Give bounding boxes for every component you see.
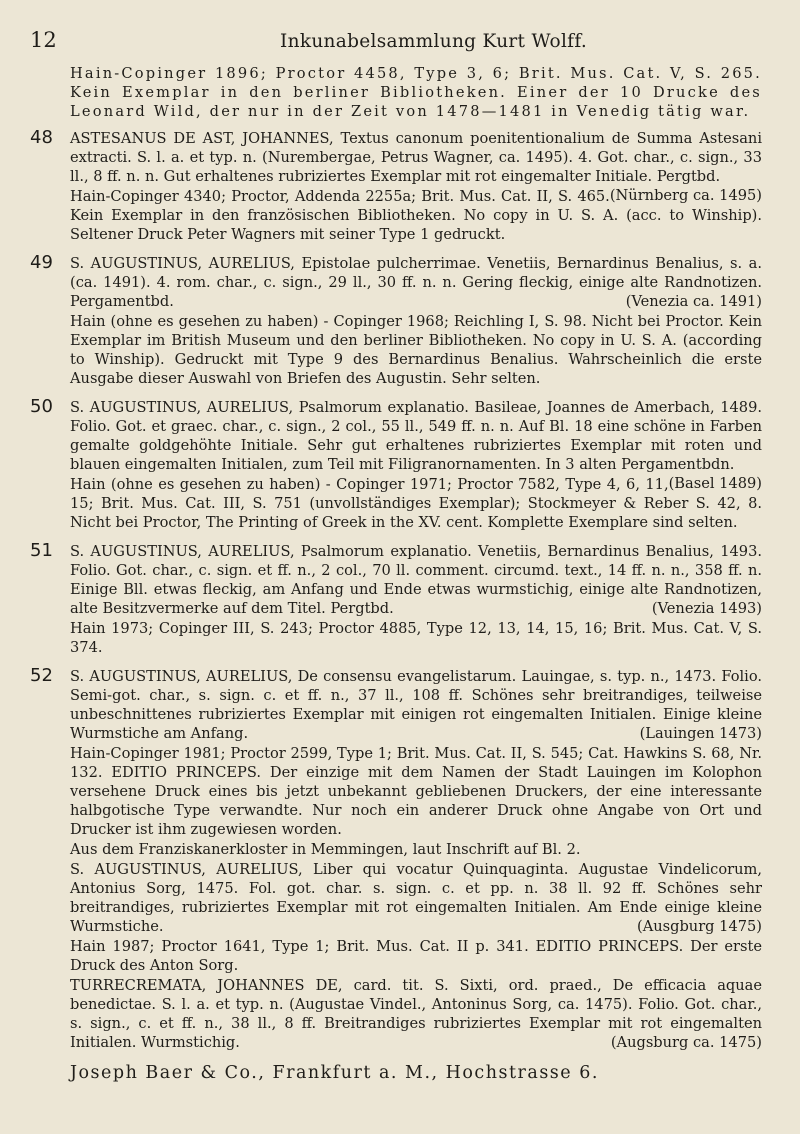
entry-provenance: Aus dem Franziskanerkloster in Memmingen, laut Inschrift auf Bl. 2. — [70, 841, 581, 858]
sub-entry-description — [70, 860, 762, 936]
entry-place-date: (Lauingen 1473) — [639, 725, 762, 742]
entry-place-date: (Basel 1489) — [668, 475, 762, 492]
entry-description-text: ASTESANUS DE AST, JOHANNES, Textus canonum poenitentionalium de Summa Astesani extracti. S. l. a. et typ. n. (Nurembergae, Petrus Wagner, ca. 1495). 4. Got. char., c. sign., 33 ll., 8 ff. n. n. Gut erhaltenes rubriziertes Exemplar mit rot eingemalter Initiale. Pergtbd. — [70, 130, 762, 185]
entry-description-text: S. AUGUSTINUS, AURELIUS, Epistolae pulcherrimae. Venetiis, Bernardinus Benalius, s. a. (ca. 1491). 4. rom. char., c. sign., 29 ll., 30 ff. n. n. Gering fleckig, einige alte Randnotizen. Pergamentbd. — [70, 255, 762, 310]
entry-description — [70, 542, 762, 618]
entry-place-date: (Venezia 1493) — [651, 600, 762, 617]
entry-description — [70, 667, 762, 743]
entry-notes: Hain (ohne es gesehen zu haben) - Copinger 1968; Reichling I, S. 98. Nicht bei Proctor. Kein Exemplar im British Museum und den berliner Bibliotheken. No copy in U. S. A. (according to Winship). Gedruckt mit Type 9 des Bernardinus Benalius. Wahrscheinlich die erste Ausgabe dieser Auswahl von Briefen des Augustin. Sehr selten. — [70, 313, 762, 387]
entry-description — [70, 254, 762, 311]
entry-number: 48 — [30, 127, 53, 148]
sub-entry-description-text: S. AUGUSTINUS, AURELIUS, Liber qui vocatur Quinquaginta. Augustae Vindelicorum, Antonius Sorg, 1475. Fol. got. char. s. sign. c. et pp. n. 38 ll. 92 ff. Schönes sehr breitrandiges, rubriziertes Exemplar mit rot eingemalten Initialen. Am Ende einige kleine Wurmstiche. — [70, 861, 762, 935]
catalog-entry-51 — [30, 542, 762, 658]
sub-entry-2-description — [70, 976, 762, 1052]
catalog-entry-48 — [30, 129, 762, 245]
entry-notes: Hain-Copinger 1981; Proctor 2599, Type 1; Brit. Mus. Cat. II, S. 545; Cat. Hawkins S. 68, Nr. 132. EDITIO PRINCEPS. Der einzige mit dem Namen der Stadt Lauingen im Kolophon versehene Druck eines bis jetzt unbekannt gebliebenen Druckers, der eine interessante halbgotische Type verwandte. Nur noch ein anderer Druck ohne Angabe von Ort und Drucker ist ihm zugewiesen worden. — [70, 745, 762, 838]
catalog-entry-50 — [30, 398, 762, 533]
entry-number: 50 — [30, 396, 53, 417]
sub-entry-notes: Hain 1987; Proctor 1641, Type 1; Brit. Mus. Cat. II p. 341. EDITIO PRINCEPS. Der erste Druck des Anton Sorg. — [70, 938, 762, 974]
entry-notes: Hain-Copinger 4340; Proctor, Addenda 2255a; Brit. Mus. Cat. II, S. 465. Kein Exemplar in den französischen Bibliotheken. No copy in U. S. A. (acc. to Winship). Seltener Druck Peter Wagners mit seiner Type 1 gedruckt. — [70, 188, 762, 243]
sub-entry-2-description-text: TURRECREMATA, JOHANNES DE, card. tit. S. Sixti, ord. praed., De efficacia aquae benedictae. S. l. a. et typ. n. (Augustae Vindel., Antoninus Sorg, ca. 1475). Folio. Got. char., s. sign., c. et ff. n., 38 ll., 8 ff. Breitrandiges rubriziertes Exemplar mit rot eingemalten Initialen. Wurmstichig. — [70, 977, 762, 1051]
entry-number: 51 — [30, 540, 53, 561]
entry-description — [70, 398, 762, 492]
continued-entry — [30, 64, 762, 121]
publisher-footer: Joseph Baer & Co., Frankfurt a. M., Hochstrasse 6. — [70, 1063, 599, 1083]
sub-entry-2-place-date: (Augsburg ca. 1475) — [610, 1034, 762, 1051]
entry-description — [70, 129, 762, 204]
entry-place-date: (Venezia ca. 1491) — [625, 293, 762, 310]
entry-number: 52 — [30, 665, 53, 686]
page-header — [30, 28, 762, 52]
running-head: Inkunabelsammlung Kurt Wolff. — [280, 31, 587, 52]
entry-description-text: S. AUGUSTINUS, AURELIUS, Psalmorum explanatio. Basileae, Joannes de Amerbach, 1489. Folio. Got. et graec. char., c. sign., 2 col., 55 ll., 549 ff. n. n. Auf Bl. 18 eine schöne in Farben gemalte goldgehöhte Initiale. Sehr gut erhaltenes rubriziertes Exemplar mit roten und blauen eingemalten Initialen, zum Teil mit Filigranornamenten. In 3 alten Pergamentbdn. — [70, 399, 762, 473]
catalog-entry-49 — [30, 254, 762, 389]
page-number: 12 — [30, 28, 57, 52]
sub-entry-place-date: (Ausgburg 1475) — [637, 918, 762, 935]
entry-description-text: S. AUGUSTINUS, AURELIUS, De consensu evangelistarum. Lauingae, s. typ. n., 1473. Folio. Semi-got. char., s. sign. c. et ff. n., 37 ll., 108 ff. Schönes sehr breitrandiges, teilweise unbeschnittenes rubriziertes Exemplar mit einigen rot eingemalten Initialen. Einige kleine Wurmstiche am Anfang. — [70, 668, 762, 742]
entry-number: 49 — [30, 252, 53, 273]
entry-notes: Hain (ohne es gesehen zu haben) - Copinger 1971; Proctor 7582, Type 4, 6, 11, 15; Brit. Mus. Cat. III, S. 751 (unvollständiges Exemplar); Stockmeyer & Reber S. 42, 8. Nicht bei Proctor, The Printing of Greek in the XV. cent. Komplette Exemplare sind selten. — [70, 476, 762, 531]
entry-place-date: (Nürnberg ca. 1495) — [609, 187, 762, 204]
entry-notes: Hain 1973; Copinger III, S. 243; Proctor 4885, Type 12, 13, 14, 15, 16; Brit. Mus. Cat. V, S. 374. — [70, 620, 762, 656]
continued-entry-text: Hain-Copinger 1896; Proctor 4458, Type 3, 6; Brit. Mus. Cat. V, S. 265. Kein Exemplar in den berliner Bibliotheken. Einer der 10 Drucke des Leonard Wild, der nur in der Zeit von 1478—1481 in Venedig tätig war. — [70, 65, 762, 120]
entry-description-text: S. AUGUSTINUS, AURELIUS, Psalmorum explanatio. Venetiis, Bernardinus Benalius, 1493. Folio. Got. char., c. sign. et ff. n., 2 col., 70 ll. comment. circumd. text., 14 ff. n. n., 358 ff. n. Einige Bll. etwas fleckig, am Anfang und Ende etwas wurmstichig, einige alte Randnotizen, alte Besitzvermerke auf dem Titel. Pergtbd. — [70, 543, 762, 617]
catalog-entry-52 — [30, 667, 762, 1053]
